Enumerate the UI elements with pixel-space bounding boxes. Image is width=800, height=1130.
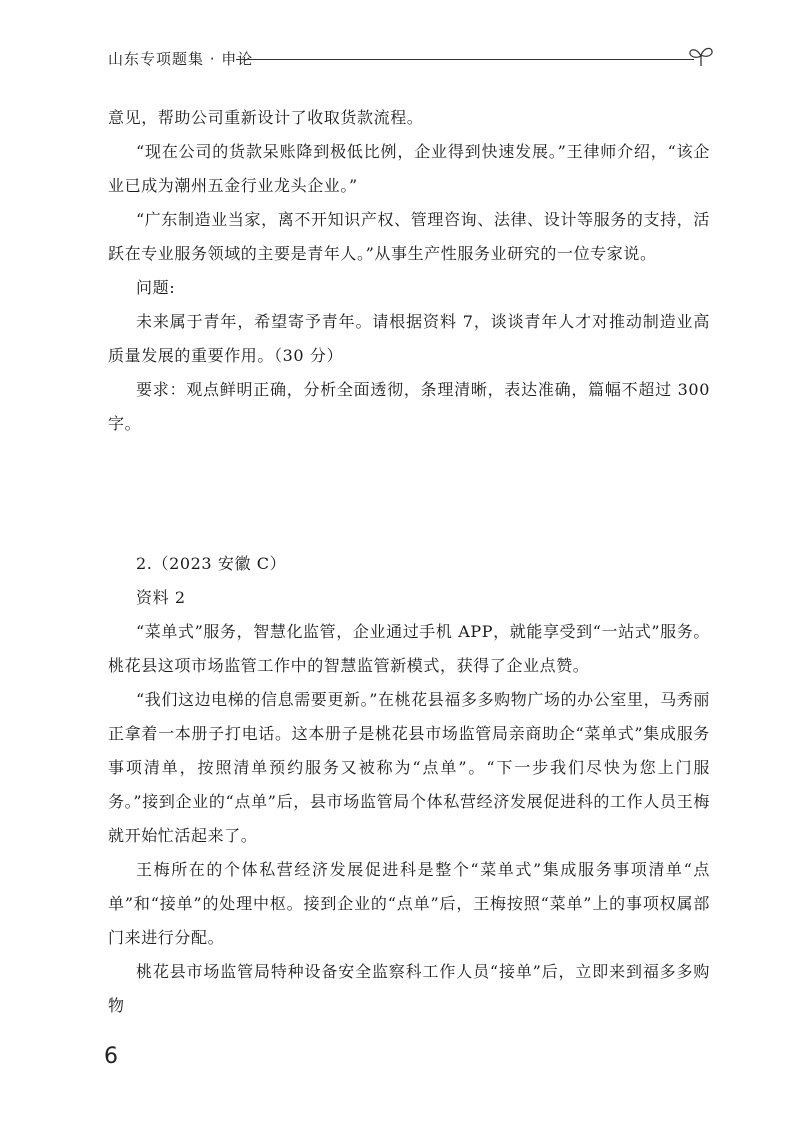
question-text: 未来属于青年，希望寄予青年。请根据资料 7，谈谈青年人才对推动制造业高质量发展的重要作用。（30 分） bbox=[108, 312, 710, 365]
sprout-icon bbox=[686, 44, 716, 68]
question-2-block bbox=[108, 547, 710, 1023]
paragraph: “现在公司的货款呆账降到极低比例，企业得到快速发展。”王律师介绍，“该企业已成为潮州五金行业龙头企业。” bbox=[108, 142, 710, 195]
page-number: 6 bbox=[104, 1044, 118, 1069]
material-label: 资料 2 bbox=[136, 588, 186, 607]
paragraph: 王梅所在的个体私营经济发展促进科是整个“菜单式”集成服务事项清单“点单”和“接单”的处理中枢。接到企业的“点单”后，王梅按照“菜单”上的事项权属部门来进行分配。 bbox=[108, 860, 710, 947]
question-label: 问题: bbox=[136, 278, 176, 297]
header-rule bbox=[236, 59, 694, 60]
paragraph: 意见，帮助公司重新设计了收取货款流程。 bbox=[108, 108, 424, 127]
running-header bbox=[108, 44, 708, 76]
material-continuation bbox=[108, 101, 710, 441]
paragraph: “菜单式”服务，智慧化监管，企业通过手机 APP，就能享受到“一站式”服务。桃花县这项市场监管工作中的智慧监管新模式，获得了企业点赞。 bbox=[108, 622, 710, 675]
question-requirement: 要求：观点鲜明正确，分析全面透彻，条理清晰，表达准确，篇幅不超过 300 字。 bbox=[108, 380, 710, 433]
paragraph: “广东制造业当家，离不开知识产权、管理咨询、法律、设计等服务的支持，活跃在专业服务领域的主要是青年人。”从事生产性服务业研究的一位专家说。 bbox=[108, 210, 710, 263]
paragraph: 桃花县市场监管局特种设备安全监察科工作人员“接单”后，立即来到福多多购物 bbox=[108, 962, 710, 1015]
header-title: 山东专项题集 · 申论 bbox=[108, 50, 254, 68]
paragraph: “我们这边电梯的信息需要更新。”在桃花县福多多购物广场的办公室里，马秀丽正拿着一本册子打电话。这本册子是桃花县市场监管局亲商助企“菜单式”集成服务事项清单，按照清单预约服务又被称为“点单”。“下一步我们尽快为您上门服务。”接到企业的“点单”后，县市场监管局个体私营经济发展促进科的工作人员王梅就开始忙活起来了。 bbox=[108, 690, 710, 845]
question-heading: 2.（2023 安徽 C） bbox=[136, 554, 287, 573]
